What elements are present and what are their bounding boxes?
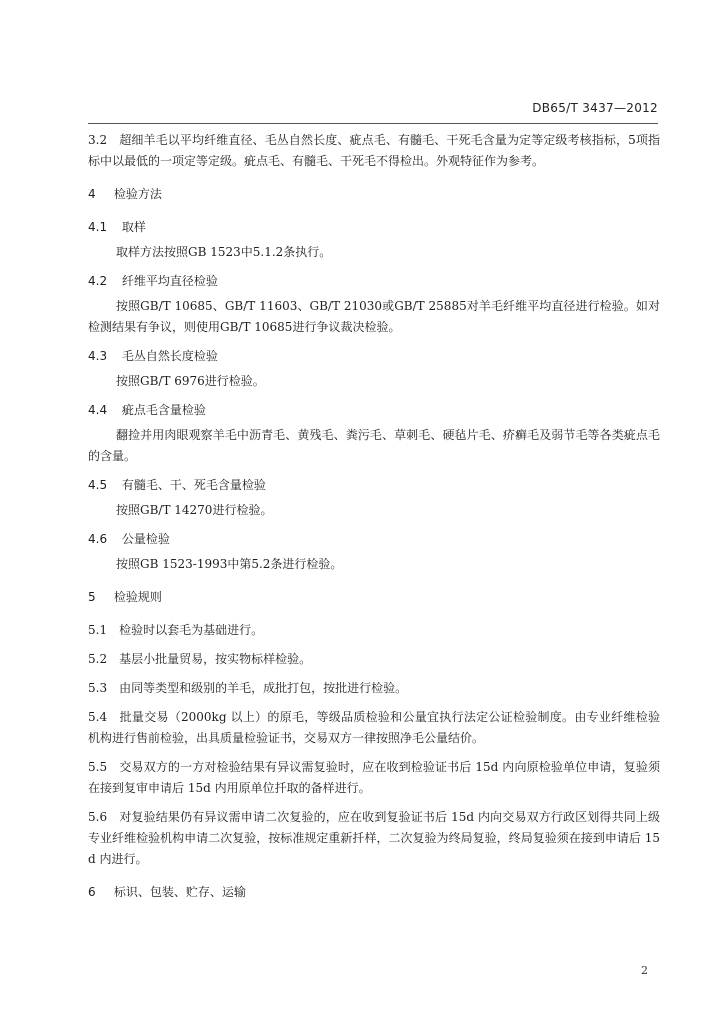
clause-5-5: 5.5 交易双方的一方对检验结果有异议需复验时，应在收到检验证书后 15d 内向原检验单位申请，复验须在接到复审申请后 15d 内用原单位扦取的备样进行。 (88, 760, 660, 795)
clause-4-1-body: 取样方法按照GB 1523中5.1.2条执行。 (116, 245, 332, 259)
clause-4-2-body: 按照GB/T 10685、GB/T 11603、GB/T 21030或GB/T 25885对羊毛纤维平均直径进行检验。如对检测结果有争议，则使用GB/T 10685进行争议裁决检验。 (88, 299, 660, 334)
section-title: 检验方法 (113, 187, 162, 201)
clause-number: 4.4 (88, 403, 108, 417)
clause-title: 取样 (121, 220, 146, 234)
clause-5-1: 5.1 检验时以套毛为基础进行。 (88, 623, 264, 637)
clause-5-2: 5.2 基层小批量贸易，按实物标样检验。 (88, 652, 312, 666)
clause-4-4-body: 翻捡并用肉眼观察羊毛中沥青毛、黄残毛、粪污毛、草刺毛、硬毡片毛、疥癣毛及弱节毛等各类疵点毛的含量。 (88, 428, 660, 463)
section-title: 标识、包装、贮存、运输 (113, 885, 246, 899)
document-body (88, 128, 660, 903)
clause-5-4: 5.4 批量交易（2000kg 以上）的原毛，等级品质检验和公量宜执行法定公证检验制度。由专业纤维检验机构进行售前检验，出具质量检验证书，交易双方一律按照净毛公量结价。 (88, 710, 660, 745)
header-rule (88, 123, 658, 124)
standard-code: DB65/T 3437—2012 (532, 101, 658, 115)
section-title: 检验规则 (113, 590, 162, 604)
section-number: 5 (88, 590, 96, 604)
section-number: 4 (88, 187, 96, 201)
clause-number: 4.5 (88, 478, 108, 492)
section-6-heading (88, 882, 660, 903)
clause-4-5-body: 按照GB/T 14270进行检验。 (116, 503, 273, 517)
section-5-heading (88, 587, 660, 608)
clause-4-2-heading (88, 271, 660, 292)
section-4-heading (88, 184, 660, 205)
clause-number: 4.6 (88, 532, 108, 546)
clause-title: 疵点毛含量检验 (121, 403, 206, 417)
clause-4-1-heading (88, 217, 660, 238)
page-number: 2 (641, 964, 648, 977)
clause-4-3-body: 按照GB/T 6976进行检验。 (116, 374, 265, 388)
clause-4-4-heading (88, 400, 660, 421)
clause-number: 4.3 (88, 349, 108, 363)
clause-4-5-heading (88, 475, 660, 496)
clause-5-6: 5.6 对复验结果仍有异议需申请二次复验的，应在收到复验证书后 15d 内向交易双方行政区划得共同上级专业纤维检验机构申请二次复验，按标准规定重新扦样，二次复验为终局复验，终局复验须在接到申请后 15d 内进行。 (88, 810, 660, 866)
clause-title: 纤维平均直径检验 (121, 274, 218, 288)
clause-number: 4.2 (88, 274, 108, 288)
clause-title: 有髓毛、干、死毛含量检验 (121, 478, 266, 492)
clause-number: 4.1 (88, 220, 108, 234)
clause-5-3: 5.3 由同等类型和级别的羊毛，成批打包，按批进行检验。 (88, 681, 408, 695)
clause-title: 公量检验 (121, 532, 170, 546)
clause-title: 毛丛自然长度检验 (121, 349, 218, 363)
clause-3-2: 3.2 超细羊毛以平均纤维直径、毛丛自然长度、疵点毛、有髓毛、干死毛含量为定等定级考核指标，5项指标中以最低的一项定等定级。疵点毛、有髓毛、干死毛不得检出。外观特征作为参考。 (88, 133, 660, 168)
section-number: 6 (88, 885, 96, 899)
clause-4-6-body: 按照GB 1523-1993中第5.2条进行检验。 (116, 557, 343, 571)
clause-4-3-heading (88, 346, 660, 367)
clause-4-6-heading (88, 529, 660, 550)
